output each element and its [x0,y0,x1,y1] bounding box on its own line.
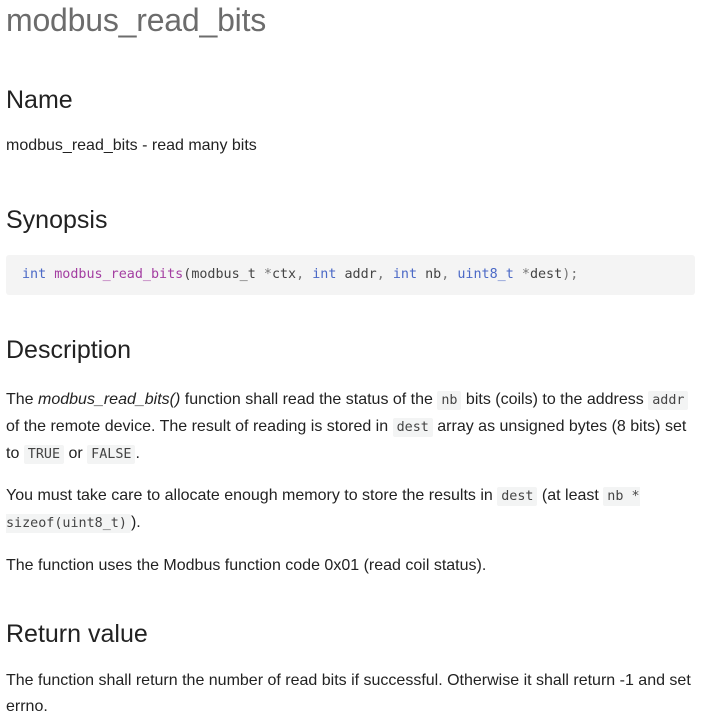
code-param-type: int [392,267,418,282]
code-pointer: * [263,267,272,282]
inline-code: nb * sizeof(uint8_t) [6,489,640,531]
page-title: modbus_read_bits [6,2,267,38]
synopsis-code-block [6,255,695,295]
code-return-type: int [22,267,47,282]
code-comma: , [376,267,385,282]
inline-code: dest [393,418,433,437]
code-param-name: nb [425,267,442,282]
code-paren: ( [183,267,192,282]
section-heading-return-value: Return value [6,620,148,648]
code-param-name: ctx [271,267,297,282]
name-text: modbus_read_bits - read many bits [6,137,257,154]
return-value-text: The function shall return the number of read bits if successful. Otherwise it shall return -1 and set errno. [6,672,691,715]
inline-code: FALSE [87,445,135,464]
code-param-type: int [312,267,337,282]
code-pointer: * [521,267,530,282]
code-param-type: modbus_t [191,267,256,282]
section-heading-synopsis: Synopsis [6,206,108,234]
code-param-name: addr [344,267,377,282]
inline-code: addr [648,391,688,410]
description-paragraph-2: You must take care to allocate enough memory to store the results in dest (at least nb * sizeof(uint8_t) ). [6,487,640,531]
section-heading-description: Description [6,336,132,364]
inline-code: nb [437,391,461,410]
section-heading-name: Name [6,86,73,114]
description-paragraph-3: The function uses the Modbus function code 0x01 (read coil status). [6,557,487,574]
inline-code: dest [497,487,537,506]
inline-code: TRUE [24,445,64,464]
code-function-name: modbus_read_bits [54,267,184,282]
code-param-name: dest [529,267,563,282]
code-comma: , [296,267,305,282]
function-ref: modbus_read_bits() [38,391,181,408]
code-param-type: uint8_t [457,267,514,282]
code-close: ); [562,267,579,282]
code-comma: , [441,267,450,282]
description-paragraph-1: The modbus_read_bits() function shall read the status of the nb bits (coils) to the address addr of the remote device. The result of reading is stored in dest array as unsigned bytes (8 bits) set to TRUE or FALSE . [6,387,695,468]
